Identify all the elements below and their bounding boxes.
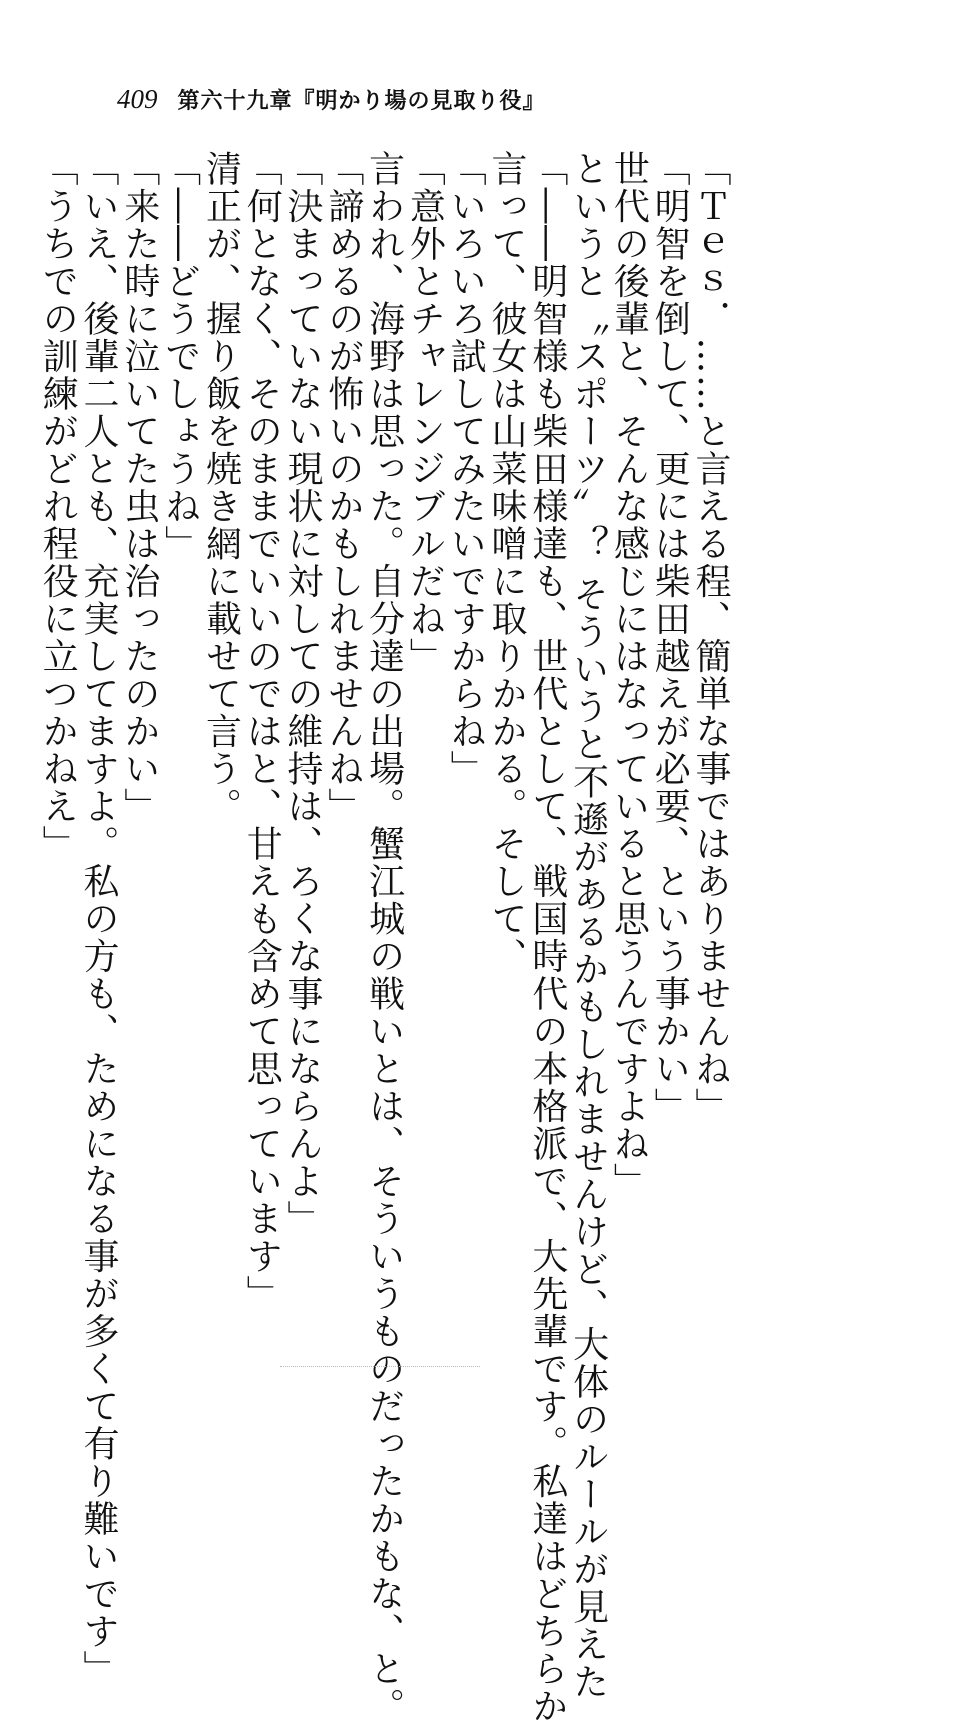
scan-artifact xyxy=(280,1366,480,1369)
text-line: 「いえ、後輩二人とも、充実してますよ。私の方も、ためになる事が多くて有り難いです」 xyxy=(78,150,120,1688)
running-header xyxy=(117,84,546,124)
text-line: 「決まっていない現状に対しての維持は、ろくな事にならんよ」 xyxy=(282,150,324,1238)
text-line: 「来た時に泣いてた虫は治ったのかい」 xyxy=(118,150,160,825)
text-line: 言って、彼女は山菜味噌に取りかかる。そして、 xyxy=(486,150,528,975)
text-line: 「――どうでしょうね」 xyxy=(159,150,201,563)
text-line: 「――明智様も柴田様達も、世代として、戦国時代の本格派で、大先輩です。私達はどちらか xyxy=(526,150,568,1725)
text-line: 言われ、海野は思った。自分達の出場。蟹江城の戦いとは、そういうものだったかもな、と。 xyxy=(363,150,405,1725)
text-line: 清正が、握り飯を焼き網に載せて言う。 xyxy=(200,150,242,825)
text-line: 「いろいろ試してみたいですからね」 xyxy=(445,150,487,788)
text-line: 世代の後輩と、そんな感じにはなっていると思うんですよね」 xyxy=(608,150,650,1200)
text-line: というと〝スポーツ〟？ そういうと不遜があるかもしれませんけど、大体のルールが見えた xyxy=(567,150,609,1701)
text-line: 「うちでの訓練がどれ程役に立つかねえ」 xyxy=(37,150,79,863)
text-line: 「諦めるのが怖いのかもしれませんね」 xyxy=(322,150,364,825)
chapter-title: 第六十九章『明かり場の見取り役』 xyxy=(177,88,546,114)
vertical-text-body xyxy=(37,150,731,1725)
text-line: 「明智を倒して、更には柴田越えが必要、という事かい」 xyxy=(649,150,691,1125)
text-line: 「意外とチャレンジブルだね」 xyxy=(404,150,446,675)
text-line: 「Ｔｅｓ．……と言える程、簡単な事ではありませんね」 xyxy=(690,150,731,1125)
text-line: 「何となく、そのままでいいのではと、甘えも含めて思っています」 xyxy=(241,150,283,1313)
page-number: 409 xyxy=(117,84,158,114)
